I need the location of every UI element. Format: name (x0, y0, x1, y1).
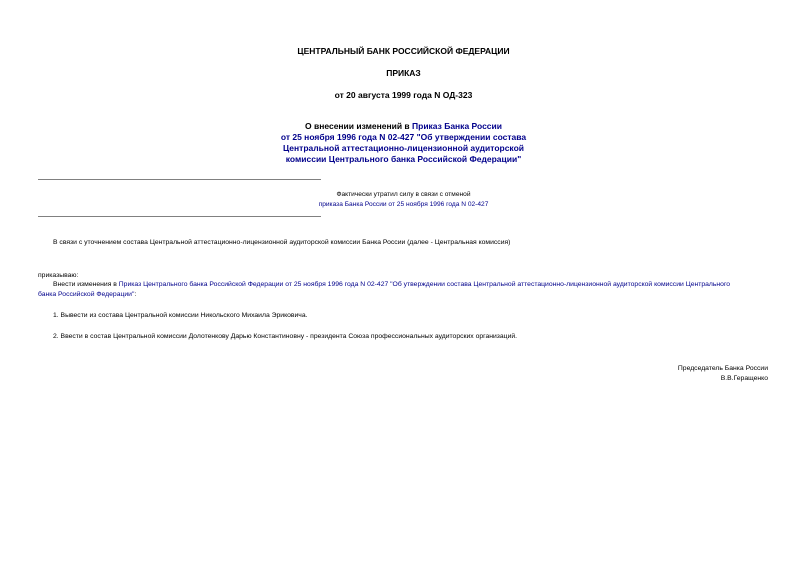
signature-name: В.В.Геращенко (720, 374, 768, 382)
intro-link[interactable]: Приказ Центрального банка Российской Федерации от 25 ноября 1996 года N 02-427 "Об утверждении состава Центральной аттестационно-лицензионной аудиторской комиссии Центрального (118, 281, 731, 288)
status-link[interactable]: приказа Банка России от 25 ноября 1996 года N 02-427 (318, 201, 489, 208)
organization-name: ЦЕНТРАЛЬНЫЙ БАНК РОССИЙСКОЙ ФЕДЕРАЦИИ (297, 46, 510, 56)
title-link-line-3[interactable]: комиссии Центрального банка Российской Федерации" (285, 154, 522, 164)
item-1: 1. Вывести из состава Центральной комиссии Никольского Михаила Эриковича. (53, 312, 308, 319)
divider-bottom (38, 216, 321, 217)
item-2: 2. Ввести в состав Центральной комиссии Долотенкову Дарью Константиновну - президента Союза профессиональных аудиторских организаций. (53, 333, 518, 340)
intro-prefix: Внести изменения в (53, 281, 119, 288)
title-prefix: О внесении изменений в (305, 121, 413, 131)
document-date-number: от 20 августа 1999 года N ОД-323 (334, 90, 473, 100)
document-title (0, 121, 807, 165)
title-link-order[interactable]: Приказ Банка России (412, 121, 502, 131)
status-note: Фактически утратил силу в связи с отменой (336, 191, 471, 198)
preamble: В связи с уточнением состава Центральной аттестационно-лицензионной аудиторской комиссии Банка России (далее - Центральная комиссия) (53, 239, 511, 246)
intro-link-continued[interactable]: банка Российской Федерации" (38, 290, 135, 298)
title-link-line-2[interactable]: Центральной аттестационно-лицензионной аудиторской (282, 143, 524, 153)
document-type: ПРИКАЗ (386, 68, 421, 78)
title-link-line-1[interactable]: от 25 ноября 1996 года N 02-427 "Об утверждении состава (280, 132, 527, 142)
divider-top (38, 179, 321, 180)
intro-paragraph (38, 280, 778, 299)
order-word: приказываю: (38, 272, 79, 279)
signature-position: Председатель Банка России (677, 365, 768, 372)
intro-suffix: : (134, 290, 137, 298)
signature (678, 364, 768, 383)
